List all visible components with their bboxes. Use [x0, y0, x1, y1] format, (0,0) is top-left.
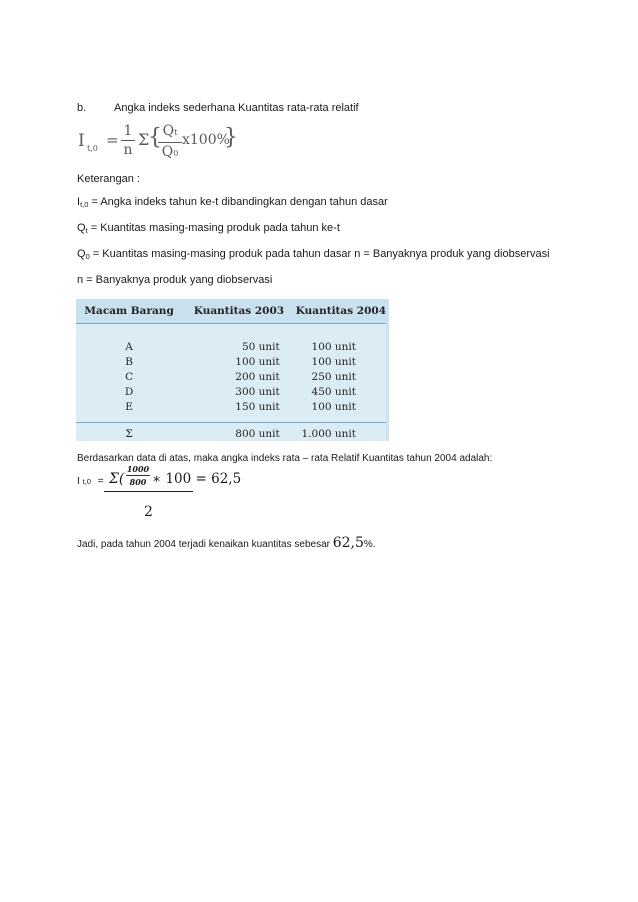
calc-divisor: 2: [144, 504, 153, 520]
calc-sigma-paren: Σ(: [109, 471, 125, 487]
table-row: [76, 339, 386, 354]
formula-q-fraction: [158, 123, 182, 162]
table-row: [76, 369, 386, 384]
formula-lhs: I: [78, 131, 85, 151]
calc-intro: Berdasarkan data di atas, maka angka indeks rata – rata Relatif Kuantitas tahun 2004 adalah:: [77, 453, 493, 464]
calc-lhs: [77, 476, 104, 487]
conclusion-text: Jadi, pada tahun 2004 terjadi kenaikan kuantitas sebesar: [77, 539, 333, 550]
table-cell: 1.000 unit: [296, 423, 386, 446]
formula-equals: =: [106, 131, 119, 149]
table-cell: 100 unit: [311, 400, 356, 413]
formula-times: x100%: [182, 132, 230, 148]
table-row: [76, 384, 386, 399]
calc-result: ∗ 100 = 62,5: [152, 471, 242, 487]
table-cell: 100 unit: [311, 340, 356, 353]
definition: = Kuantitas masing-masing produk pada tahun ke-t: [87, 222, 340, 234]
definition: n = Banyaknya produk yang diobservasi: [77, 274, 273, 286]
table-cell: D: [124, 385, 134, 398]
column-header: Kuantitas 2003: [182, 299, 296, 324]
table-cell: A: [125, 340, 133, 353]
formula-brace-open: {: [148, 125, 162, 150]
formula-coef-num: 1: [123, 123, 133, 139]
definition: = Angka indeks tahun ke-t dibandingkan dengan tahun dasar: [88, 196, 388, 208]
symbol-sub: t,0: [80, 200, 89, 209]
keterangan-line: [77, 196, 388, 209]
table-row: [76, 354, 386, 369]
column-header: Kuantitas 2004: [296, 299, 386, 324]
symbol: I: [77, 196, 81, 208]
quantity-table: [76, 299, 389, 441]
section-title: Angka indeks sederhana Kuantitas rata-rata relatif: [114, 102, 359, 114]
section-marker: b.: [77, 102, 87, 114]
keterangan-line: [77, 222, 340, 235]
table-row: [76, 399, 386, 414]
formula-q-num-sub: t: [174, 128, 178, 137]
table-cell: E: [125, 400, 133, 413]
formula-brace-close: }: [224, 125, 238, 150]
calc-lhs-sub: t,0: [82, 477, 91, 486]
table-cell: 150 unit: [235, 400, 280, 413]
table-cell: C: [125, 370, 134, 383]
calc-fraction: [126, 464, 150, 487]
table-cell: 100 unit: [235, 355, 280, 368]
table-cell: 50 unit: [241, 340, 280, 353]
table-cell: 800 unit: [182, 423, 296, 446]
table-header-row: [76, 299, 386, 324]
column-header: Macam Barang: [76, 299, 182, 324]
calc-frac-den: 800: [129, 477, 147, 487]
index-formula: [78, 119, 238, 163]
table-cell: 200 unit: [235, 370, 280, 383]
calc-lhs-symbol: I: [77, 476, 80, 487]
keterangan-heading: Keterangan :: [77, 173, 140, 185]
table-cell: Σ: [76, 423, 182, 446]
conclusion-suffix: %.: [363, 539, 376, 550]
table-cell: B: [125, 355, 133, 368]
symbol: Q: [77, 222, 86, 234]
formula-q-den-sub: 0: [173, 149, 179, 158]
table-cell: 300 unit: [235, 385, 280, 398]
keterangan-line: [77, 248, 550, 261]
calc-divider-line: [104, 491, 193, 492]
conclusion-value: 62,5: [332, 535, 364, 551]
keterangan-line: [77, 274, 272, 286]
calc-equals: =: [97, 476, 104, 487]
symbol-sub: t: [85, 226, 88, 235]
formula-coef-den: n: [123, 142, 133, 158]
calc-frac-num: 1000: [126, 464, 150, 474]
formula-coef-fraction: [121, 123, 135, 158]
conclusion: [77, 535, 376, 551]
symbol-sub: 0: [85, 252, 90, 261]
table-cell: 250 unit: [311, 370, 356, 383]
table-cell: 450 unit: [311, 385, 356, 398]
formula-q-num: Q: [162, 123, 175, 139]
formula-sigma: Σ: [138, 130, 150, 149]
table-cell: 100 unit: [311, 355, 356, 368]
symbol: Q: [77, 248, 86, 260]
formula-lhs-sub: t,0: [87, 144, 98, 153]
table-total-row: [76, 423, 386, 446]
formula-q-den: Q: [161, 144, 174, 160]
definition: = Kuantitas masing-masing produk pada tahun dasar n = Banyaknya produk yang diobservasi: [89, 248, 550, 260]
